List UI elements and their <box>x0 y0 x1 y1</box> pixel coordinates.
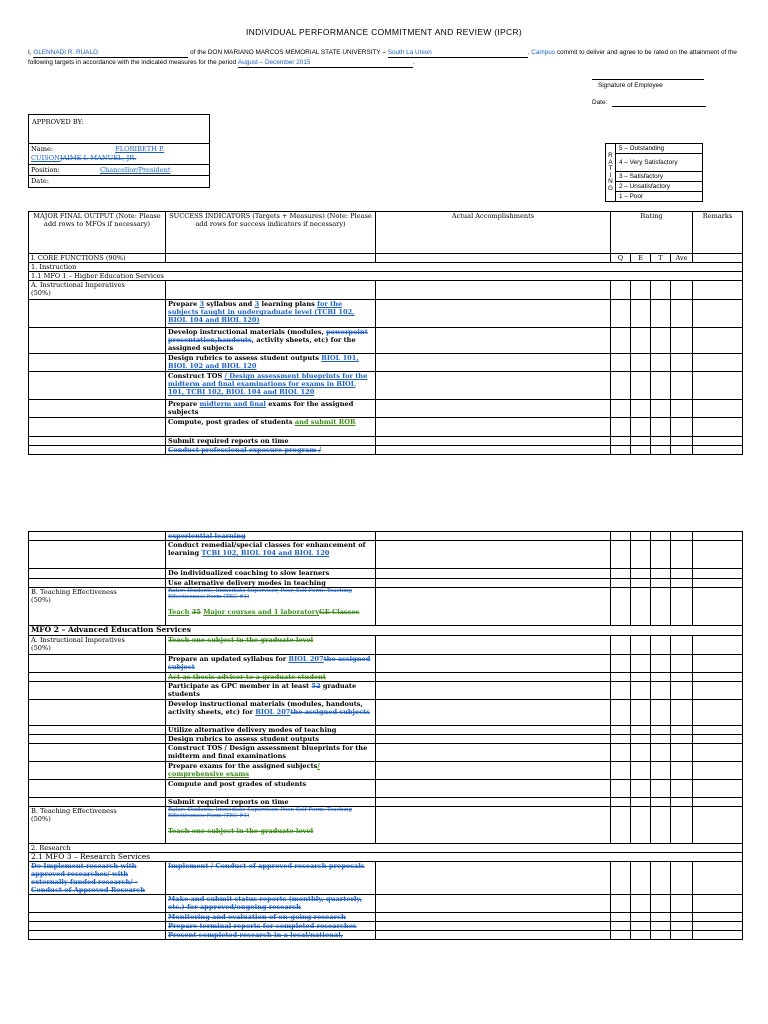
commitment-statement: I, GLENNADI R. RUALO of the DON MARIANO MARCOS MEMORIAL STATE UNIVERSITY – South La Union , Campus commit to deliver and agree to be rated on the attainment of the following targets in accordance with the indicated measures for the period August – December 2015 . <box>28 49 737 66</box>
indicator: Prepare 3 syllabus and 3 learning plans for the subjects taught in undergraduate level (TCBI 102, BIOL 104 and BIOL 120) <box>166 300 376 328</box>
header-remarks: Remarks <box>693 212 743 254</box>
date-line <box>612 106 706 107</box>
approval-box <box>28 114 210 188</box>
campus-name: South La Union <box>388 48 528 58</box>
indicator: Compute and post grades of students <box>166 780 376 798</box>
instructional-imperatives: A. Instructional Imperatives (50%) <box>29 636 166 655</box>
core-functions: I. CORE FUNCTIONS (90%) <box>29 254 166 263</box>
indicator: Submit required reports on time <box>166 437 376 446</box>
mfo1-heading: 1.1 MFO 1 – Higher Education Services <box>29 272 743 281</box>
indicator: Teach one subject in the graduate level <box>166 636 376 655</box>
intro-suffix: commit to deliver and agree to be rated on the attainment of the following targets in accordance with the indicated measures for the period <box>28 49 737 66</box>
rating-item: 3 – Satisfactory <box>615 172 702 182</box>
header-e: E <box>631 254 651 263</box>
approval-date-label: Date: <box>31 177 49 185</box>
header-mfo: MAJOR FINAL OUTPUT (Note: Please add rows to MFOs if necessary) <box>29 212 166 254</box>
indicator: Submit required reports on time <box>166 798 376 807</box>
indicator: Develop instructional materials (modules, handouts, activity sheets, etc) for BIOL 207the assigned subjects <box>166 700 376 726</box>
indicator: Construct TOS / Design assessment blueprints for the midterm and final examinations for exams in BIOL 101, TCBI 102, BIOL 104 and BIOL 120 <box>166 372 376 400</box>
position-label: Position: <box>31 166 60 174</box>
rating-item: 2 – Unsatisfactory <box>615 182 702 192</box>
ipcr-table-page2 <box>28 531 743 940</box>
indicator: Design rubrics to assess student outputs BIOL 101, BIOL 102 and BIOL 120 <box>166 354 376 372</box>
indicator: Utilize alternative delivery modes of teaching <box>166 726 376 735</box>
indicator: Act as thesis adviser to a graduate student <box>166 673 376 682</box>
name-label: Name: <box>31 145 54 153</box>
indicator: Make and submit status reports (monthly, quarterly, etc.) for approved/ongoing research <box>166 895 376 913</box>
period: August – December 2015 <box>238 58 413 68</box>
indicator: Develop instructional materials (modules, powerpoint presentation,handouts, activity sheets, etc) for the assigned subjects <box>166 328 376 354</box>
header-actual: Actual Accomplishments <box>376 212 611 254</box>
approver-name-3: JAIME I. MANUEL, JR. <box>59 153 137 162</box>
research-item: Do Implement research with approved researches/ with externally funded research/ - Conduct of Approved Research <box>29 862 166 895</box>
header-q: Q <box>611 254 631 263</box>
signature-line <box>592 79 704 80</box>
indicator: Conduct remedial/special classes for enhancement of learning TCBI 102, BIOL 104 and BIOL 120 <box>166 541 376 569</box>
indicator: Do individualized coaching to slow learners <box>166 569 376 579</box>
indicator: Monitoring and evaluation of on-going research <box>166 913 376 922</box>
approver-name-2: CUISON <box>31 153 60 162</box>
rating-item: 1 – Poor <box>615 192 702 202</box>
indicator: Design rubrics to assess student outputs <box>166 735 376 744</box>
intro-prefix: I, <box>28 49 32 56</box>
form-title: INDIVIDUAL PERFORMANCE COMMITMENT AND REVIEW (IPCR) <box>246 27 522 37</box>
header-rating: Rating <box>611 212 693 254</box>
employee-name: GLENNADI R. RUALO <box>33 48 188 58</box>
teaching-effectiveness: B. Teaching Effectiveness (50%) <box>29 588 166 626</box>
position-value: Chancellor/President <box>99 166 171 174</box>
instructional-imperatives: A. Instructional Imperatives (50%) <box>29 281 166 300</box>
signature-label: Signature of Employee <box>598 82 663 89</box>
indicator: Conduct professional exposure program / <box>166 446 376 455</box>
date-label: Date: <box>592 99 608 106</box>
header-success-indicators: SUCCESS INDICATORS (Targets + Measures) (Note: Please add rows for success indicators if necessary) <box>166 212 376 254</box>
mfo2-heading: MFO 2 – Advanced Education Services <box>29 626 743 636</box>
indicator: Prepare terminal reports for completed researches <box>166 922 376 931</box>
campus-word: , Campus <box>527 49 556 56</box>
indicator: Implement / Conduct of approved research proposals <box>166 862 376 895</box>
indicator: Prepare midterm and final exams for the assigned subjects <box>166 400 376 418</box>
indicator: Compute, post grades of students and submit ROR <box>166 418 376 437</box>
indicator: experiential learning <box>166 532 376 541</box>
indicator: Present completed research in a local/national, <box>166 931 376 940</box>
mfo3-heading: 2.1 MFO 3 – Research Services <box>29 853 743 862</box>
ipcr-table-page1 <box>28 211 743 455</box>
header-ave: Ave <box>671 254 693 263</box>
indicator: Rater: Students, Immediate Supervisor, Peer, Self Form: Teaching Effectiveness Form (TEC #1) Teach one subject in the graduate level <box>166 807 376 844</box>
instruction-heading: 1. Instruction <box>29 263 743 272</box>
intro-mid: of the DON MARIANO MARCOS MEMORIAL STATE UNIVERSITY – <box>190 49 386 56</box>
indicator: Use alternative delivery modes in teaching <box>166 579 376 588</box>
rating-item: 4 – Very Satisfactory <box>615 154 702 172</box>
approver-name-1: FLORIBETH P. <box>115 145 165 153</box>
rating-side-label: R A T I N G <box>606 144 616 202</box>
header-t: T <box>651 254 671 263</box>
rating-item: 5 – Outstanding <box>615 144 702 154</box>
teaching-effectiveness: B. Teaching Effectiveness (50%) <box>29 807 166 844</box>
indicator: Prepare an updated syllabus for BIOL 207the assigned subject <box>166 655 376 673</box>
research-heading: 2. Research <box>29 844 743 853</box>
indicator: Construct TOS / Design assessment blueprints for the midterm and final examinations <box>166 744 376 762</box>
indicator: Rater: Students, Immediate Supervisor, Peer, Self Form: Teaching Effectiveness Form (TEC #1) Teach 35 Major courses and 1 laboratoryGE Classes <box>166 588 376 626</box>
indicator: Participate as GPC member in at least 52 graduate students <box>166 682 376 700</box>
rating-scale <box>605 143 703 202</box>
approved-by-heading: APPROVED BY: <box>32 118 84 126</box>
indicator: Prepare exams for the assigned subjects/ comprehensive exams <box>166 762 376 780</box>
